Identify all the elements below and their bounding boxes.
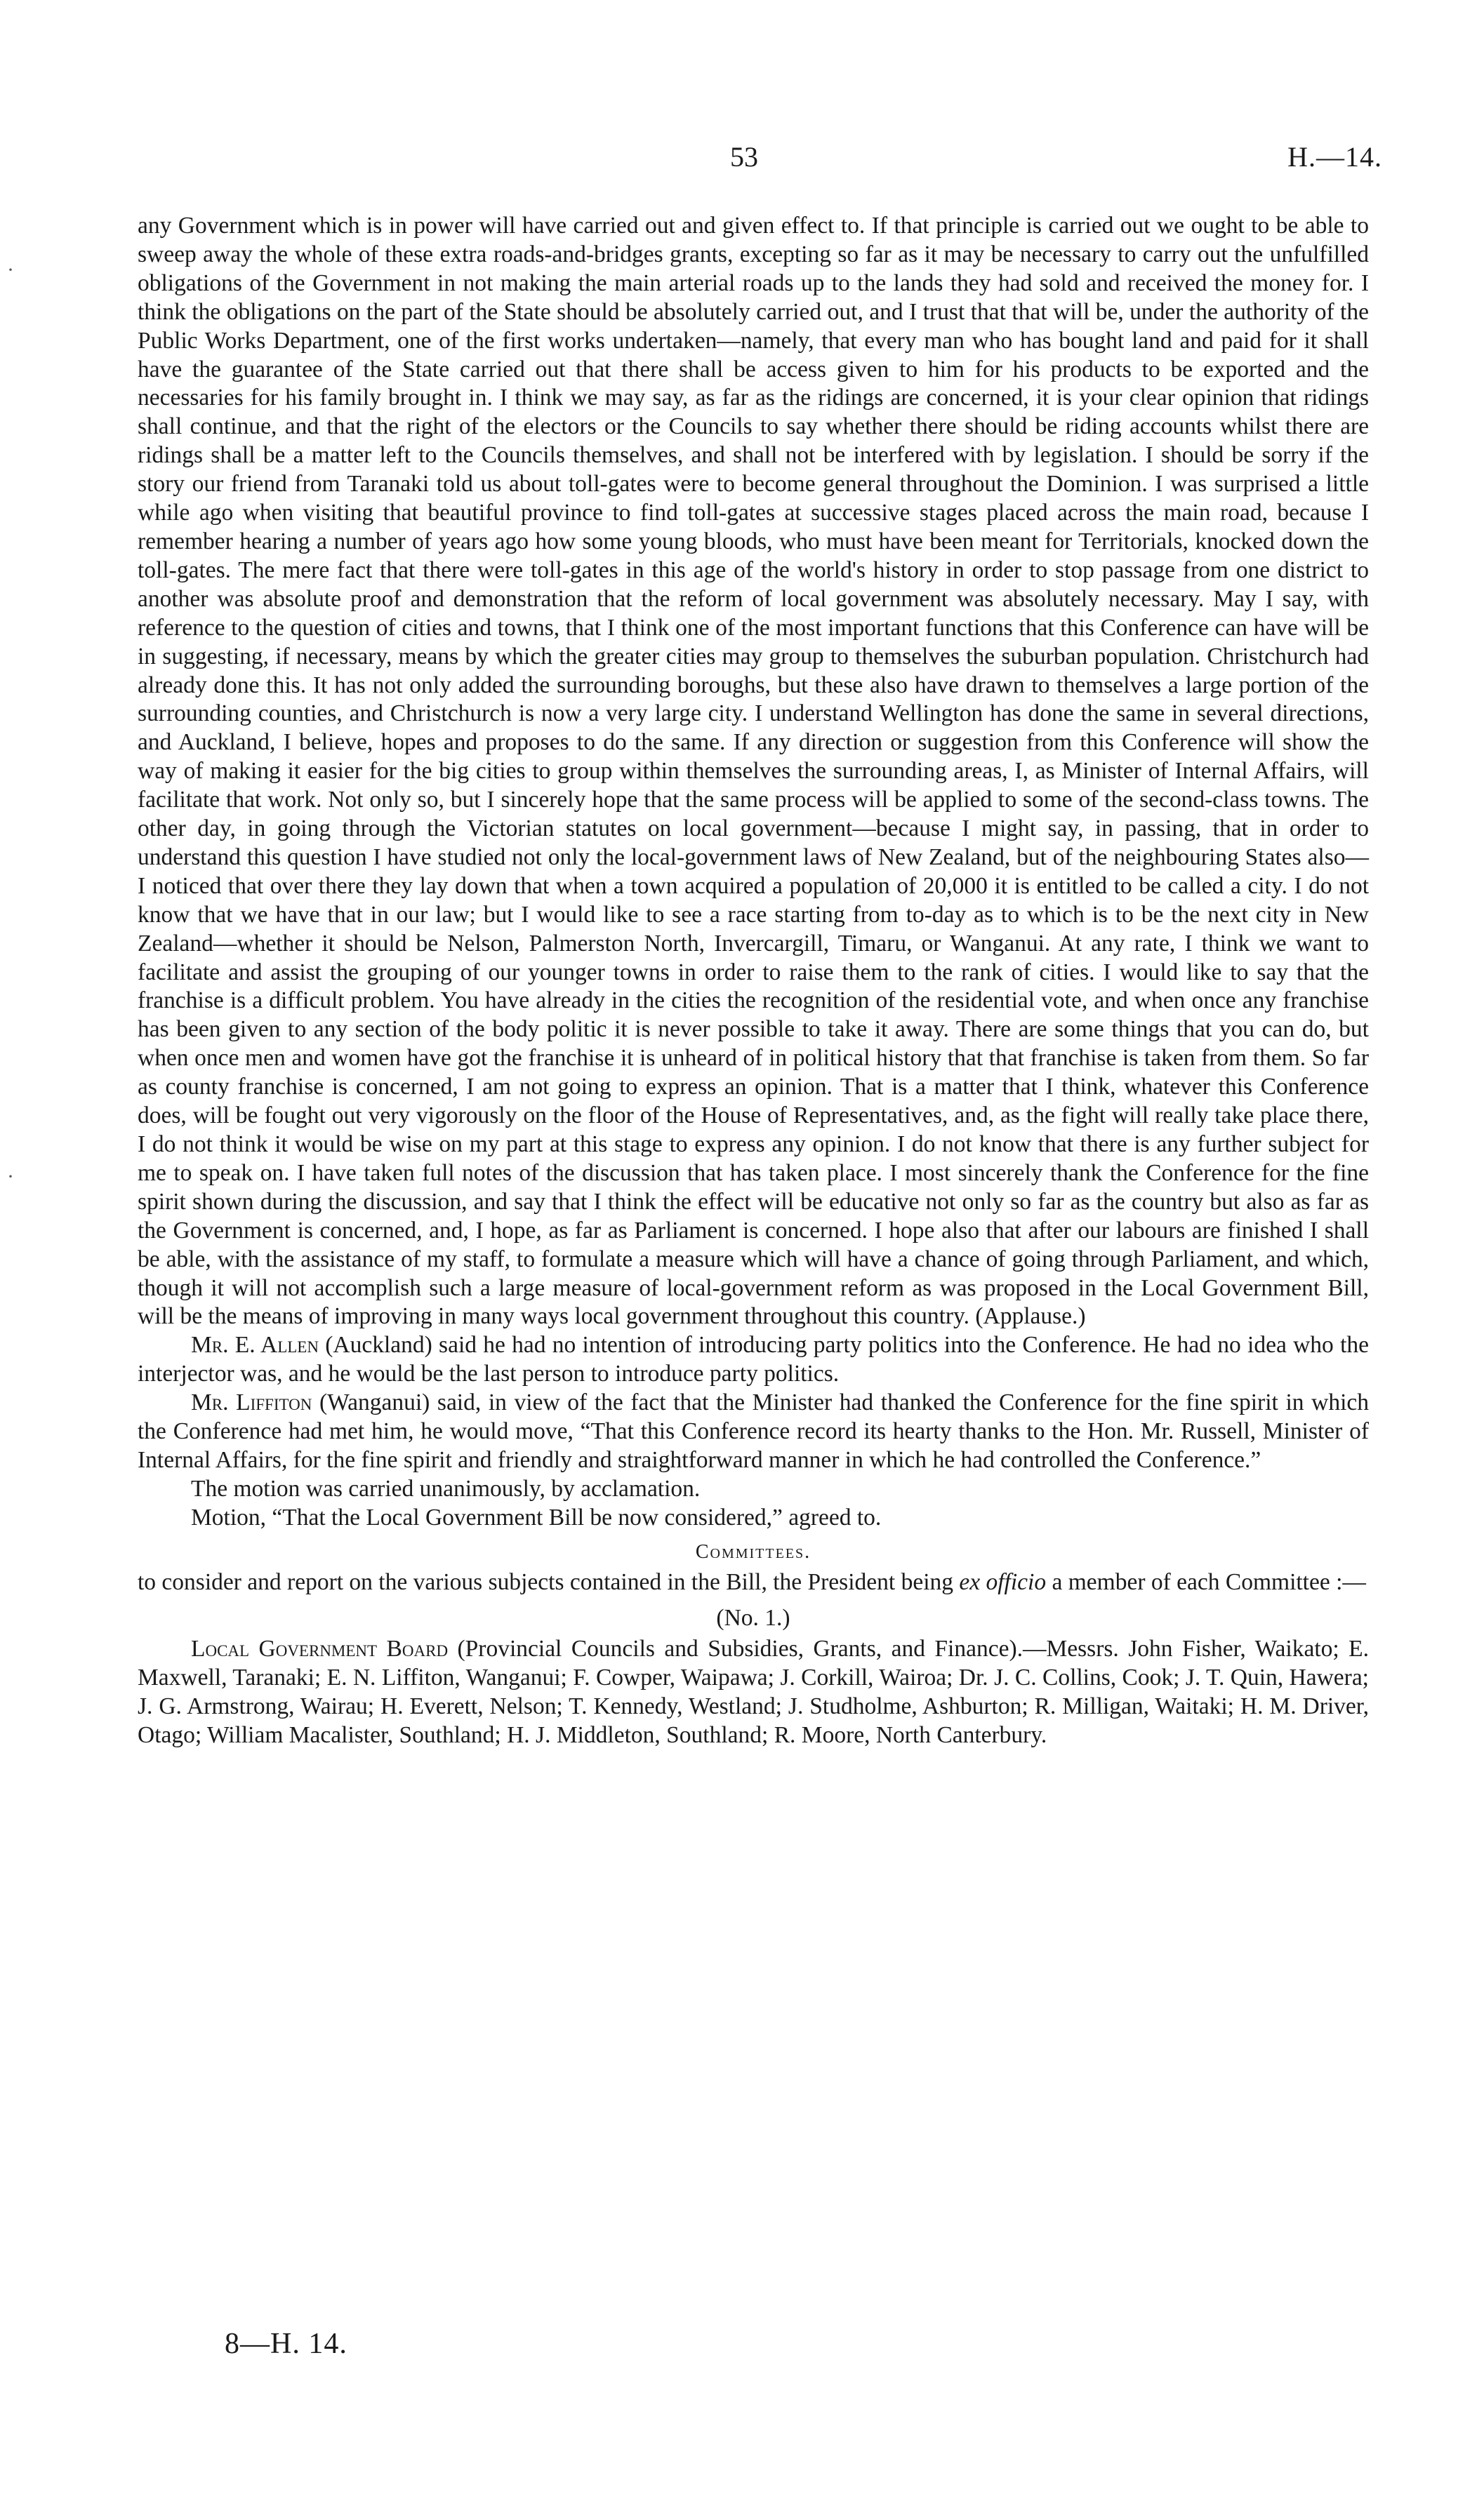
speaker-name: Mr. Liffiton — [191, 1389, 312, 1416]
intro-text-end: a member of each Committee :— — [1046, 1568, 1366, 1595]
minister-speech-paragraph: any Government which is in power will have carried out and given effect to. If that principle is carried out we ought to be able to sweep away the whole of these extra roads-and-bridges grants, excepting so far as it may be necessary to carry out the unfulfilled obligations of the Government in not making the main arterial roads up to the lands they had sold and received the money for. I think the obligations on the part of the State should be absolutely carried out, and I trust that that will be, under the authority of the Public Works Department, one of the first works undertaken—namely, that every man who has bought land and paid for it shall have the guarantee of the State carried out that there shall be access given to him for his products to be exported and the necessaries for his family brought in. I think we may say, as far as the ridings are concerned, it is your clear opinion that ridings shall continue, and that the right of the electors or the Councils to say whether there should be riding accounts whilst there are ridings shall be a matter left to the Councils themselves, and shall not be interfered with by legislation. I should be sorry if the story our friend from Taranaki told us about toll-gates were to become general throughout the Dominion. I was surprised a little while ago when visiting that beautiful province to find toll-gates at successive stages placed across the main road, because I remember hearing a number of years ago how some young bloods, who must have been meant for Territorials, knocked down the toll-gates. The mere fact that there were toll-gates in this age of the world's history in order to stop passage from one district to another was absolute proof and demonstration that the reform of local government was absolutely necessary. May I say, with reference to the question of cities and towns, that I think one of the most important functions that this Conference can have will be in suggesting, if necessary, means by which the greater cities may group to themselves the suburban population. Christchurch had already done this. It has not only added the surrounding boroughs, but these also have drawn to themselves a large portion of the surrounding counties, and Christchurch is now a very large city. I understand Wellington has done the same in several directions, and Auckland, I believe, hopes and proposes to do the same. If any direction or suggestion from this Conference will show the way of making it easier for the big cities to group within themselves the surrounding areas, I, as Minister of Internal Affairs, will facilitate that work. Not only so, but I sincerely hope that the same process will be applied to some of the second-class towns. The other day, in going through the Victorian statutes on local government—because I might say, in passing, that in order to understand this question I have studied not only the local-government laws of New Zealand, but of the neighbouring States also—I noticed that over there they lay down that when a town acquired a population of 20,000 it is entitled to be called a city. I do not know that we have that in our law; but I would like to see a race starting from to-day as to which is to be the next city in New Zealand—whether it should be Nelson, Palmerston North, Invercargill, Timaru, or Wanganui. At any rate, I think we want to facilitate and assist the grouping of our younger towns in order to raise them to the rank of cities. I would like to say that the franchise is a difficult problem. You have already in the cities the recognition of the residential vote, and when once any franchise has been given to any section of the body politic it is never possible to take it away. There are some things that you can do, but when once men and women have got the franchise it is unheard of in political history that that franchise is taken from them. So far as county franchise is concerned, I am not going to express an opinion. That is a matter that I think, whatever this Conference does, will be fought out very vigorously on the floor of the House of Representatives, and, as the fight will really take place there, I do not think it would be wise on my part at this stage to express any opinion. I do not know that there is any further subject for me to speak on. I have taken full notes of the discussion that has taken place. I most sincerely thank the Conference for the fine spirit shown during the discussion, and say that I think the effect will be educative not only so far as the country but also as far as the Government is concerned, and, I hope, as far as Parliament is concerned. I hope also that after our labours are finished I shall be able, with the assistance of my staff, to formulate a measure which will have a chance of going through Parliament, and which, though it will not accomplish such a large measure of local-government reform as was proposed in the Local Government Bill, will be the means of improving in many ways local government throughout this country. (Applause.) — [138, 213, 1369, 1330]
liffiton-paragraph — [138, 1389, 1369, 1475]
paragraph-text: (Auckland) said he had no intention of introducing party politics into the Conference. He had no idea who the interjector was, and he would be the last person to introduce party politics. — [138, 1332, 1369, 1387]
committees-intro — [138, 1568, 1369, 1597]
committee-1-paragraph — [138, 1635, 1369, 1750]
page-number: 53 — [730, 141, 758, 173]
body-text — [138, 212, 1369, 1750]
committee-number-heading: (No. 1.) — [716, 1604, 790, 1631]
signature-mark: 8—H. 14. — [225, 2328, 347, 2360]
motion-bill-paragraph: Motion, “That the Local Government Bill be now considered,” agreed to. — [191, 1504, 882, 1531]
motion-carried-paragraph: The motion was carried unanimously, by acclamation. — [191, 1475, 701, 1502]
paragraph-text: (Wanganui) said, in view of the fact that the Minister had thanked the Conference for the fine spirit in which the Conference had met him, he would move, “That this Conference record its hearty thanks to the Hon. Mr. Russell, Minister of Internal Affairs, for the fine spirit and friendly and straightforward manner in which he had controlled the Conference.” — [138, 1389, 1369, 1473]
margin-mark: · — [7, 1165, 14, 1188]
document-reference: H.—14. — [1287, 141, 1382, 173]
allen-paragraph — [138, 1331, 1369, 1389]
committees-heading: Committees. — [695, 1540, 811, 1563]
committee-members: (Provincial Councils and Subsidies, Grants, and Finance).—Messrs. John Fisher, Waikato; E. Maxwell, Taranaki; E. N. Liffiton, Wanganui; F. Cowper, Waipawa; J. Corkill, Wairoa; Dr. J. C. Collins, Cook; J. T. Quin, Hawera; J. G. Armstrong, Wairau; H. Everett, Nelson; T. Kennedy, Westland; J. Studholme, Ashburton; R. Milligan, Waitaki; H. M. Driver, Otago; William Macalister, Southland; H. J. Middleton, Southland; R. Moore, North Canterbury. — [138, 1636, 1369, 1749]
intro-text: to consider and report on the various subjects contained in the Bill, the President being — [138, 1568, 960, 1595]
margin-mark: · — [7, 258, 14, 281]
committee-title: Local Government Board — [191, 1636, 449, 1662]
speaker-name: Mr. E. Allen — [191, 1332, 319, 1359]
page-header — [0, 140, 1484, 175]
intro-italic: ex officio — [959, 1568, 1047, 1595]
